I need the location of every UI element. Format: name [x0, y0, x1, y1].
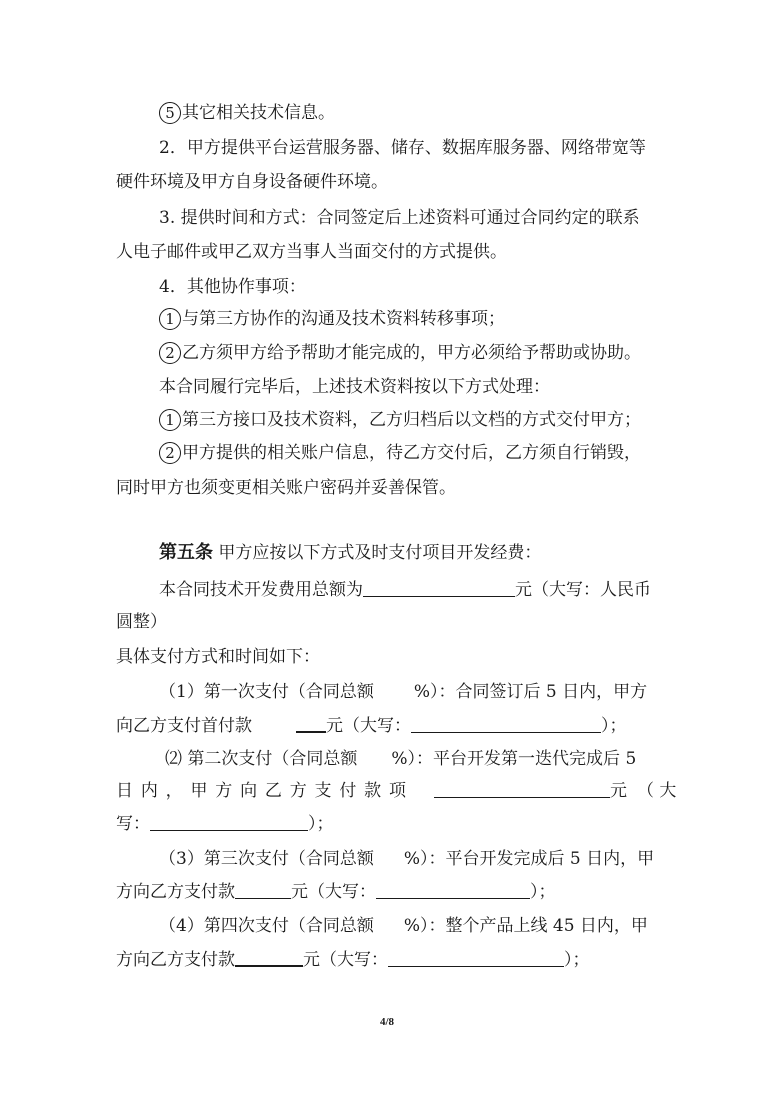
words-blank	[388, 948, 564, 967]
payment-1-line2	[116, 713, 627, 738]
amount-suffix: 元（大写：	[326, 716, 411, 736]
amount-blank	[434, 779, 610, 798]
words-label: （ 大	[637, 781, 677, 801]
circled-number: 1	[159, 409, 181, 431]
payment-label: ⑵ 第二次支付（合同总额	[165, 749, 358, 769]
total-label: 本合同技术开发费用总额为	[159, 580, 363, 600]
paragraph-text: 乙方须甲方给予帮助才能完成的，甲方必须给予帮助或协助。	[182, 343, 641, 363]
list-item	[159, 341, 641, 365]
payment-label: （3）第三次支付（合同总额	[159, 849, 374, 869]
circled-number: 2	[159, 442, 181, 464]
total-fee-line	[159, 578, 651, 602]
closing-text: ）；	[530, 882, 556, 902]
payment-label: 方向乙方支付款	[116, 882, 235, 902]
paragraph-line: 人电子邮件或甲乙双方当事人当面交付的方式提供。	[116, 242, 507, 262]
total-amount-blank	[363, 578, 515, 597]
closing-text: ）；	[601, 716, 627, 736]
amount-suffix: 元（大写：	[303, 950, 388, 970]
amount-blank	[235, 880, 291, 899]
closing-text: ）；	[308, 814, 334, 834]
closing-text: ）；	[564, 950, 590, 970]
payment-condition: %）：合同签订后 5 日内，甲方	[413, 682, 648, 702]
payment-condition: %）：平台开发完成后 5 日内，甲	[403, 849, 655, 869]
words-label: 写：	[116, 814, 150, 834]
words-blank	[150, 812, 308, 831]
list-item	[159, 408, 641, 432]
payment-label: （1）第一次支付（合同总额	[159, 682, 374, 702]
paragraph-line: 圆整）	[116, 612, 167, 632]
paragraph-line: 2．甲方提供平台运营服务器、储存、数据库服务器、网络带宽等	[159, 138, 646, 158]
payment-1-line1	[159, 680, 647, 704]
justified-text: 日 内 ， 甲 方 向 乙 方 支 付 款 项	[116, 781, 406, 801]
circled-number: 2	[159, 342, 181, 364]
amount-blank	[296, 713, 326, 733]
payment-3-line1	[159, 847, 654, 871]
list-item	[159, 307, 505, 331]
payment-label: （4）第四次支付（合同总额	[159, 916, 374, 936]
payment-4-line2	[116, 947, 590, 972]
payment-3-line2	[116, 880, 556, 904]
circled-number: 5	[159, 102, 181, 124]
paragraph-line: 具体支付方式和时间如下：	[116, 647, 320, 667]
payment-4-line1	[159, 914, 648, 938]
article-number: 第五条	[159, 542, 213, 563]
amount-suffix: 元	[610, 781, 627, 801]
paragraph-line: 3. 提供时间和方式：合同签定后上述资料可通过合同约定的联系	[159, 208, 640, 228]
amount-suffix: 元（大写：	[291, 882, 376, 902]
article-heading	[159, 541, 541, 565]
words-blank	[411, 714, 601, 733]
paragraph-line: 硬件环境及甲方自身设备硬件环境。	[116, 172, 388, 192]
list-item	[159, 101, 335, 125]
paragraph-text: 甲方提供的相关账户信息，待乙方交付后，乙方须自行销毁，	[182, 443, 641, 463]
article-title: 甲方应按以下方式及时支付项目开发经费：	[213, 543, 542, 563]
words-blank	[376, 880, 530, 899]
amount-blank	[235, 947, 303, 967]
payment-2-line1	[165, 747, 636, 771]
payment-condition: %）：整个产品上线 45 日内，甲	[403, 916, 648, 936]
page-number: 4/8	[379, 1016, 395, 1028]
payment-condition: %）：平台开发第一迭代完成后 5	[391, 749, 637, 769]
paragraph-text: 其它相关技术信息。	[182, 103, 335, 123]
paragraph-line: 4．其他协作事项：	[159, 277, 306, 297]
payment-2-line2	[116, 779, 676, 803]
paragraph-text: 第三方接口及技术资料，乙方归档后以文档的方式交付甲方；	[182, 410, 641, 430]
list-item	[159, 441, 641, 465]
paragraph-line: 本合同履行完毕后，上述技术资料按以下方式处理：	[159, 377, 550, 397]
paragraph-line: 同时甲方也须变更相关账户密码并妥善保管。	[116, 478, 456, 498]
payment-2-line3	[116, 812, 334, 836]
payment-label: 向乙方支付首付款	[116, 716, 252, 736]
payment-label: 方向乙方支付款	[116, 950, 235, 970]
total-suffix: 元（大写：人民币	[515, 580, 651, 600]
circled-number: 1	[159, 308, 181, 330]
paragraph-text: 与第三方协作的沟通及技术资料转移事项；	[182, 309, 505, 329]
